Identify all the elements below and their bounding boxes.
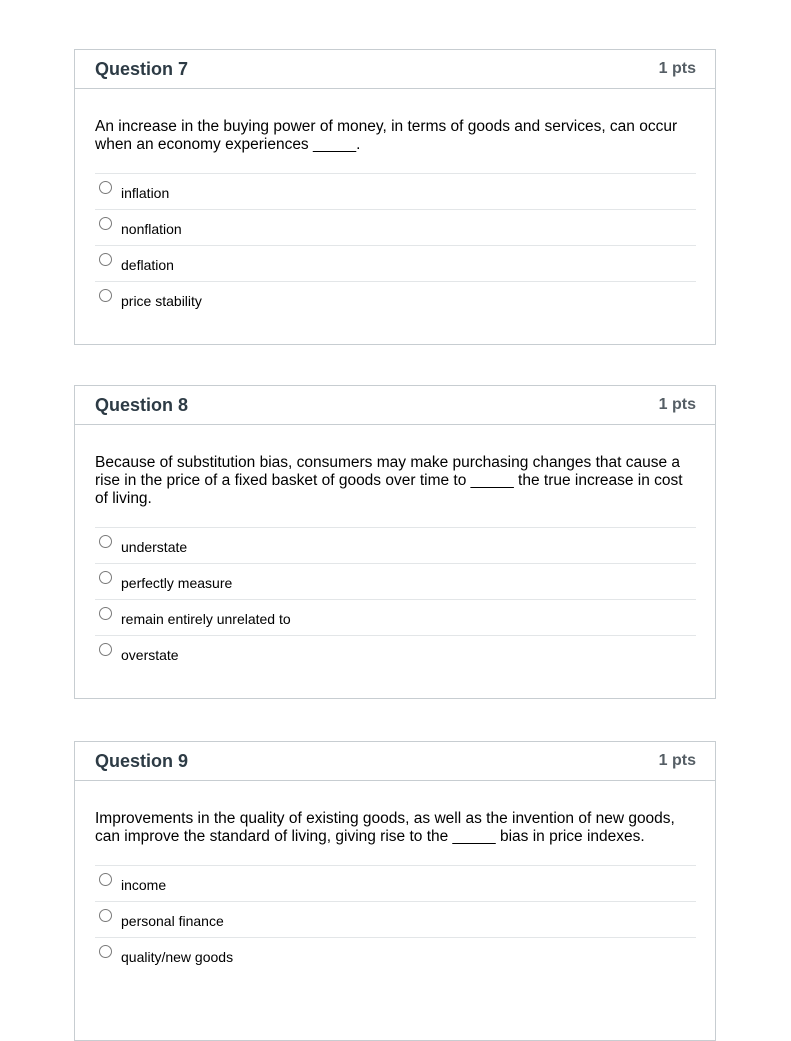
answer-option[interactable] bbox=[95, 174, 696, 210]
radio-button[interactable] bbox=[99, 643, 112, 656]
radio-button[interactable] bbox=[99, 607, 112, 620]
answer-label: overstate bbox=[121, 647, 179, 663]
question-header bbox=[75, 386, 715, 425]
question-header bbox=[75, 50, 715, 89]
answer-label: remain entirely unrelated to bbox=[121, 610, 291, 627]
question-text: Improvements in the quality of existing goods, as well as the invention of new goods, can improve the standard of living, giving rise to the _____ bias in price indexes. bbox=[95, 810, 675, 845]
answer-option[interactable] bbox=[95, 600, 696, 636]
radio-button[interactable] bbox=[99, 535, 112, 548]
question-body bbox=[75, 781, 715, 974]
question-title: Question 7 bbox=[95, 58, 189, 79]
question-body bbox=[75, 89, 715, 318]
answer-option[interactable] bbox=[95, 528, 696, 564]
question-title: Question 8 bbox=[95, 394, 189, 415]
answer-option[interactable] bbox=[95, 246, 696, 282]
answer-label: deflation bbox=[121, 256, 174, 273]
answer-label: perfectly measure bbox=[121, 574, 233, 591]
radio-button[interactable] bbox=[99, 253, 112, 266]
question-card-8 bbox=[74, 385, 716, 699]
answer-label: personal finance bbox=[121, 912, 224, 929]
question-text: An increase in the buying power of money, in terms of goods and services, can occur when an economy experiences _____. bbox=[95, 118, 678, 153]
question-points: 1 pts bbox=[658, 396, 696, 413]
radio-button[interactable] bbox=[99, 181, 112, 194]
answer-label: inflation bbox=[121, 184, 170, 201]
radio-button[interactable] bbox=[99, 289, 112, 302]
answer-label: price stability bbox=[121, 293, 202, 309]
answer-option[interactable] bbox=[95, 866, 696, 902]
answer-option[interactable] bbox=[95, 564, 696, 600]
answer-list bbox=[95, 527, 696, 672]
question-points: 1 pts bbox=[658, 752, 696, 769]
answer-label: nonflation bbox=[121, 220, 182, 237]
answer-label: quality/new goods bbox=[121, 949, 234, 965]
question-text: Because of substitution bias, consumers may make purchasing changes that cause a rise in the price of a fixed basket of goods over time to _____ the true increase in cost of living. bbox=[95, 454, 683, 507]
answer-option[interactable] bbox=[95, 636, 696, 672]
answer-label: understate bbox=[121, 538, 188, 555]
answer-list bbox=[95, 173, 696, 318]
answer-list bbox=[95, 865, 696, 974]
radio-button[interactable] bbox=[99, 217, 112, 230]
question-card-9 bbox=[74, 741, 716, 1041]
question-card-7 bbox=[74, 49, 716, 345]
question-title: Question 9 bbox=[95, 750, 189, 771]
answer-option[interactable] bbox=[95, 938, 696, 974]
question-header bbox=[75, 742, 715, 781]
answer-label: income bbox=[121, 876, 167, 893]
radio-button[interactable] bbox=[99, 571, 112, 584]
answer-option[interactable] bbox=[95, 902, 696, 938]
radio-button[interactable] bbox=[99, 945, 112, 958]
radio-button[interactable] bbox=[99, 873, 112, 886]
radio-button[interactable] bbox=[99, 909, 112, 922]
question-body bbox=[75, 425, 715, 672]
answer-option[interactable] bbox=[95, 282, 696, 318]
question-points: 1 pts bbox=[658, 60, 696, 77]
answer-option[interactable] bbox=[95, 210, 696, 246]
